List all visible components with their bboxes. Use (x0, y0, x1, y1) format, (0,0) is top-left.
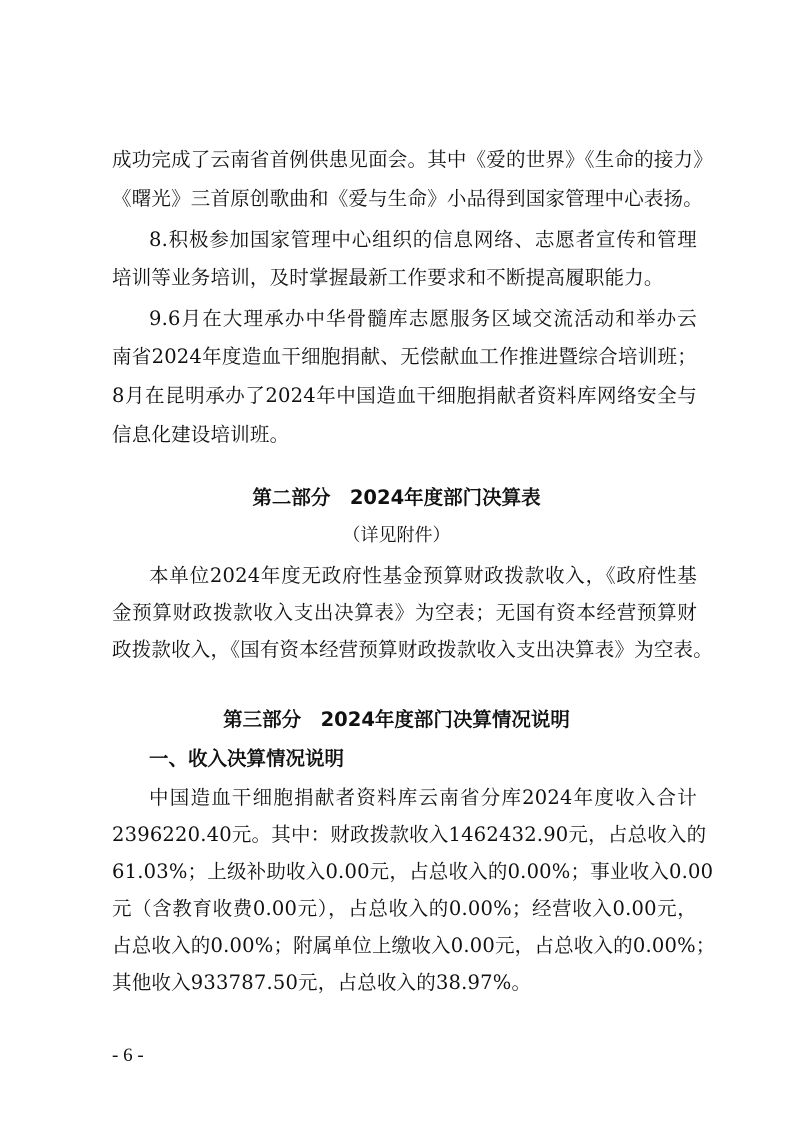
attachment-note: （详见附件） (342, 525, 451, 546)
page-number: - 6 - (112, 1045, 144, 1066)
paragraph-line: 金预算财政拨款收入支出决算表》为空表；无国有资本经营预算财 (112, 601, 697, 624)
section-heading-part2: 第二部分 2024年度部门决算表 (252, 486, 541, 509)
paragraph-line: 本单位2024年度无政府性基金预算财政拨款收入，《政府性基 (149, 564, 697, 587)
paragraph-line: 中国造血干细胞捐献者资料库云南省分库2024年度收入合计 (149, 786, 697, 809)
paragraph-line: 政拨款收入，《国有资本经营预算财政拨款收入支出决算表》为空表。 (112, 638, 713, 661)
paragraph-line: 61.03%；上级补助收入0.00元，占总收入的0.00%；事业收入0.00 (112, 860, 714, 883)
paragraph-line: 8.积极参加国家管理中心组织的信息网络、志愿者宣传和管理 (149, 228, 697, 251)
paragraph-line: 南省2024年度造血干细胞捐献、无偿献血工作推进暨综合培训班； (112, 345, 697, 368)
paragraph-line: 成功完成了云南省首例供患见面会。其中《爱的世界》《生命的接力》 (112, 148, 713, 171)
section-heading-part3: 第三部分 2024年度部门决算情况说明 (223, 708, 570, 731)
paragraph-line: 《曙光》三首原创歌曲和《爱与生命》小品得到国家管理中心表扬。 (112, 187, 704, 210)
paragraph-line: 元（含教育收费0.00元），占总收入的0.00%；经营收入0.00元， (112, 897, 697, 920)
paragraph-line: 8月在昆明承办了2024年中国造血干细胞捐献者资料库网络安全与 (112, 384, 697, 407)
subsection-heading-income: 一、收入决算情况说明 (149, 747, 345, 770)
paragraph-line: 信息化建设培训班。 (112, 423, 290, 446)
paragraph-line: 其他收入933787.50元，占总收入的38.97%。 (112, 971, 532, 994)
paragraph-line: 培训等业务培训，及时掌握最新工作要求和不断提高履职能力。 (112, 266, 664, 289)
paragraph-line: 占总收入的0.00%；附属单位上缴收入0.00元，占总收入的0.00%； (112, 934, 716, 957)
paragraph-line: 9.6月在大理承办中华骨髓库志愿服务区域交流活动和举办云 (149, 307, 697, 330)
paragraph-line: 2396220.40元。其中：财政拨款收入1462432.90元，占总收入的 (112, 823, 707, 846)
